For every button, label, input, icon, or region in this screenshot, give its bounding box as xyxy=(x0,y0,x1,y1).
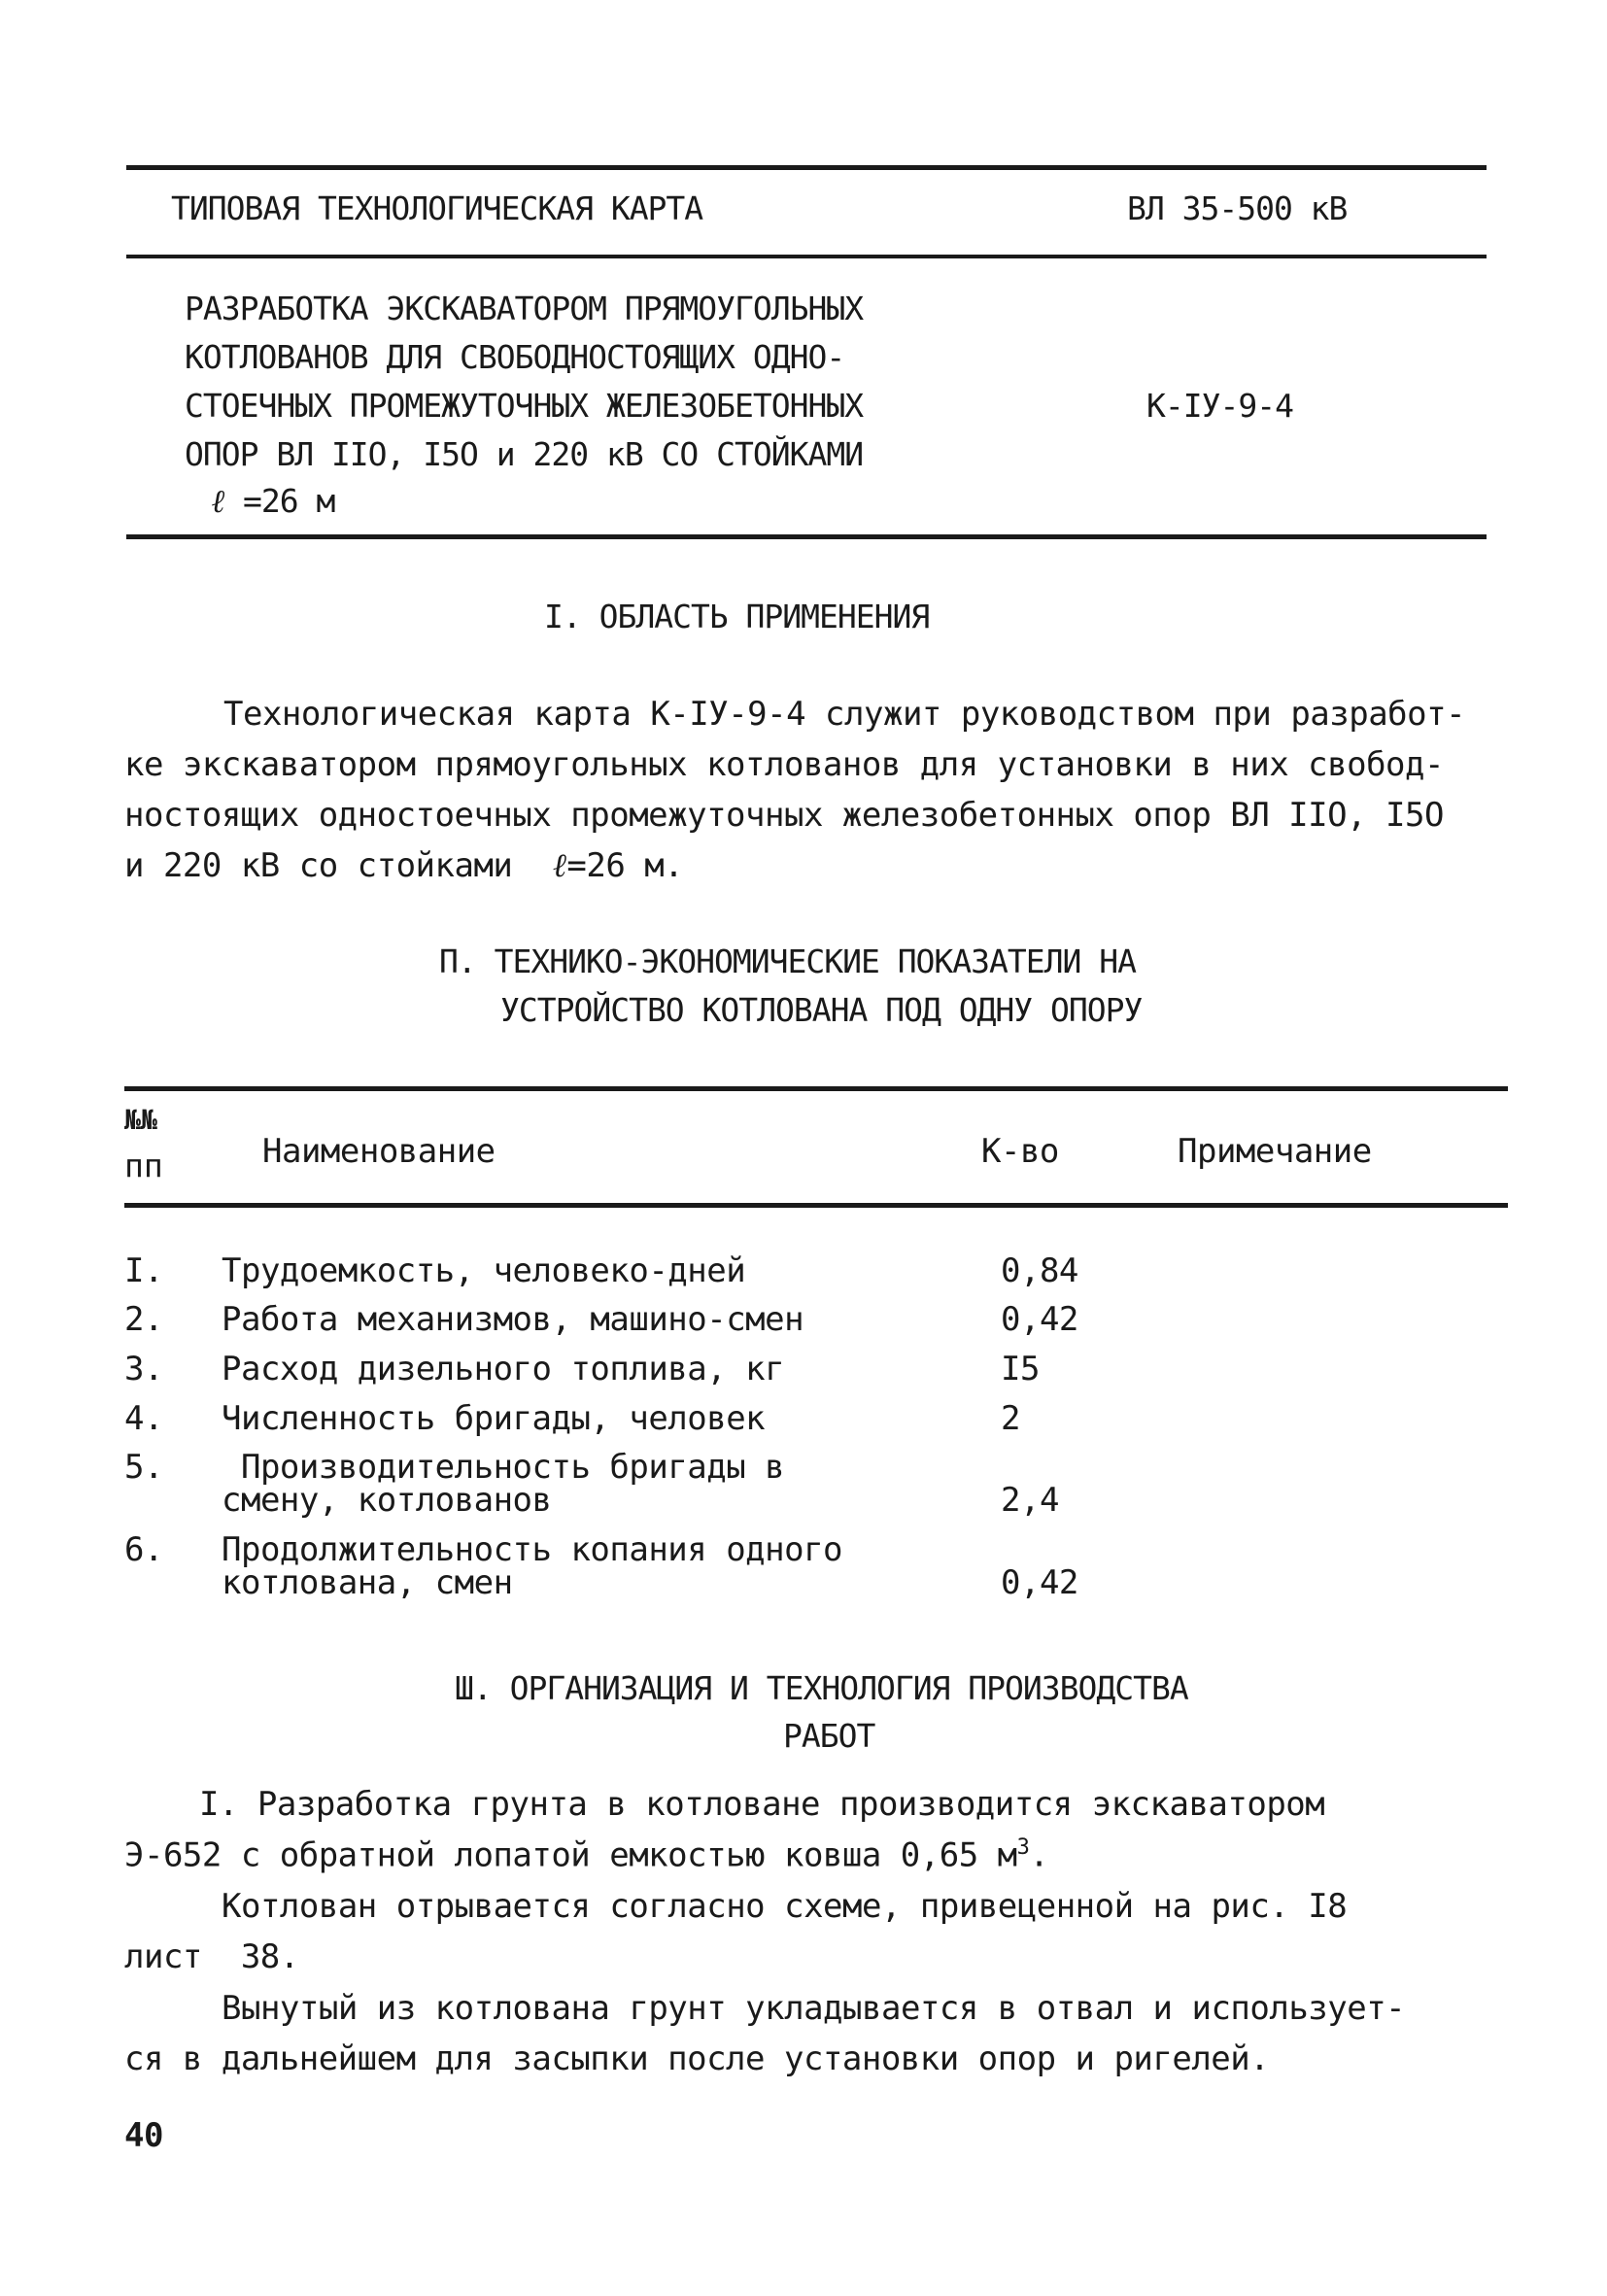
cubic-superscript: 3 xyxy=(1016,1835,1030,1860)
col-name-header: Наименование xyxy=(262,1132,496,1171)
row-2-name: Работа механизмов, машино-смен xyxy=(222,1300,804,1339)
row-4-qty: 2 xyxy=(1001,1399,1020,1438)
section-1-line-4 xyxy=(124,846,683,885)
table-header-rule xyxy=(124,1203,1508,1208)
row-5-name-line-1: Производительность бригады в xyxy=(222,1448,785,1487)
para-1-line-2-text: Э-652 с обратной лопатой емкостью ковша 0,65 м xyxy=(124,1835,1017,1875)
section-2-heading-line-1: П. ТЕХНИКО-ЭКОНОМИЧЕСКИЕ ПОКАЗАТЕЛИ НА xyxy=(439,942,1136,980)
title-line-3: СТОЕЧНЫХ ПРОМЕЖУТОЧНЫХ ЖЕЛЕЗОБЕТОННЫХ xyxy=(185,387,864,425)
title-line-4: ОПОР ВЛ IIO, I5O и 220 кВ СО СТОЙКАМИ xyxy=(185,435,864,473)
title-line-1: РАЗРАБОТКА ЭКСКАВАТОРОМ ПРЯМОУГОЛЬНЫХ xyxy=(185,290,864,327)
row-5-num: 5. xyxy=(124,1448,163,1487)
row-5-qty: 2,4 xyxy=(1001,1481,1059,1520)
para-2-line-2: лист 38. xyxy=(124,1937,299,1976)
row-6-qty: 0,42 xyxy=(1001,1563,1078,1602)
row-6-num: 6. xyxy=(124,1530,163,1569)
col-num-header-1: №№ xyxy=(124,1104,157,1136)
para-1-end: . xyxy=(1029,1835,1049,1875)
row-6-name-line-2: котлована, смен xyxy=(222,1563,513,1602)
page-number: 40 xyxy=(124,2116,163,2155)
row-1-qty: 0,84 xyxy=(1001,1251,1078,1290)
row-2-num: 2. xyxy=(124,1300,163,1339)
row-3-qty: I5 xyxy=(1001,1350,1040,1388)
section-1-heading: I. ОБЛАСТЬ ПРИМЕНЕНИЯ xyxy=(544,598,930,635)
card-code: К-IУ-9-4 xyxy=(1146,387,1293,425)
row-1-num: I. xyxy=(124,1251,163,1290)
row-6-name-line-1: Продолжительность копания одного xyxy=(222,1530,843,1569)
row-3-name: Расход дизельного топлива, кг xyxy=(222,1350,785,1388)
row-3-num: 3. xyxy=(124,1350,163,1388)
col-note-header: Примечание xyxy=(1178,1132,1372,1171)
section-2-heading-line-2: УСТРОЙСТВО КОТЛОВАНА ПОД ОДНУ ОПОРУ xyxy=(500,991,1143,1029)
para-2-line-1: Котлован отрывается согласно схеме, привеценной на рис. I8 xyxy=(222,1887,1348,1926)
col-qty-header: К-во xyxy=(981,1132,1059,1171)
section-1-line-4-prefix: и 220 кВ со стойками xyxy=(124,846,513,885)
title-line-2: КОТЛОВАНОВ ДЛЯ СВОБОДНОСТОЯЩИХ ОДНО- xyxy=(185,338,845,376)
row-4-name: Численность бригады, человек xyxy=(222,1399,766,1438)
para-1-line-1: I. Разработка грунта в котловане производится экскаватором xyxy=(199,1785,1325,1824)
title-ell-value: =26 м xyxy=(242,482,335,520)
row-4-num: 4. xyxy=(124,1399,163,1438)
section-3-heading-line-2: РАБОТ xyxy=(783,1717,875,1755)
header-bottom-rule xyxy=(126,534,1487,539)
section-1-line-3: ностоящих одностоечных промежуточных железобетонных опор ВЛ IIO, I5O xyxy=(124,796,1444,835)
section-3-heading-line-1: Ш. ОРГАНИЗАЦИЯ И ТЕХНОЛОГИЯ ПРОИЗВОДСТВА xyxy=(455,1669,1188,1707)
header-mid-rule xyxy=(126,255,1487,258)
row-1-name: Трудоемкость, человеко-дней xyxy=(222,1251,746,1290)
voltage-range: ВЛ 35-500 кВ xyxy=(1127,189,1348,227)
para-3-line-2: ся в дальнейшем для засыпки после установки опор и ригелей. xyxy=(124,2039,1270,2078)
para-1-line-2 xyxy=(124,1835,1048,1874)
row-2-qty: 0,42 xyxy=(1001,1300,1078,1339)
section-1-line-4-suffix: =26 м. xyxy=(566,846,684,885)
title-line-5 xyxy=(212,482,334,521)
col-num-header-2: пп xyxy=(124,1147,163,1184)
table-top-rule xyxy=(124,1086,1508,1091)
row-5-name-line-2: смену, котлованов xyxy=(222,1481,552,1520)
doc-type: ТИПОВАЯ ТЕХНОЛОГИЧЕСКАЯ КАРТА xyxy=(171,189,703,227)
para-3-line-1: Вынутый из котлована грунт укладывается в отвал и использует- xyxy=(222,1989,1406,2028)
section-1-line-2: ке экскаватором прямоугольных котлованов для установки в них свобод- xyxy=(124,745,1444,784)
ell-symbol: ℓ xyxy=(553,846,567,885)
section-1-line-1: Технологическая карта К-IУ-9-4 служит руководством при разработ- xyxy=(223,695,1466,734)
header-top-rule xyxy=(126,165,1487,170)
ell-symbol: ℓ xyxy=(212,482,225,520)
